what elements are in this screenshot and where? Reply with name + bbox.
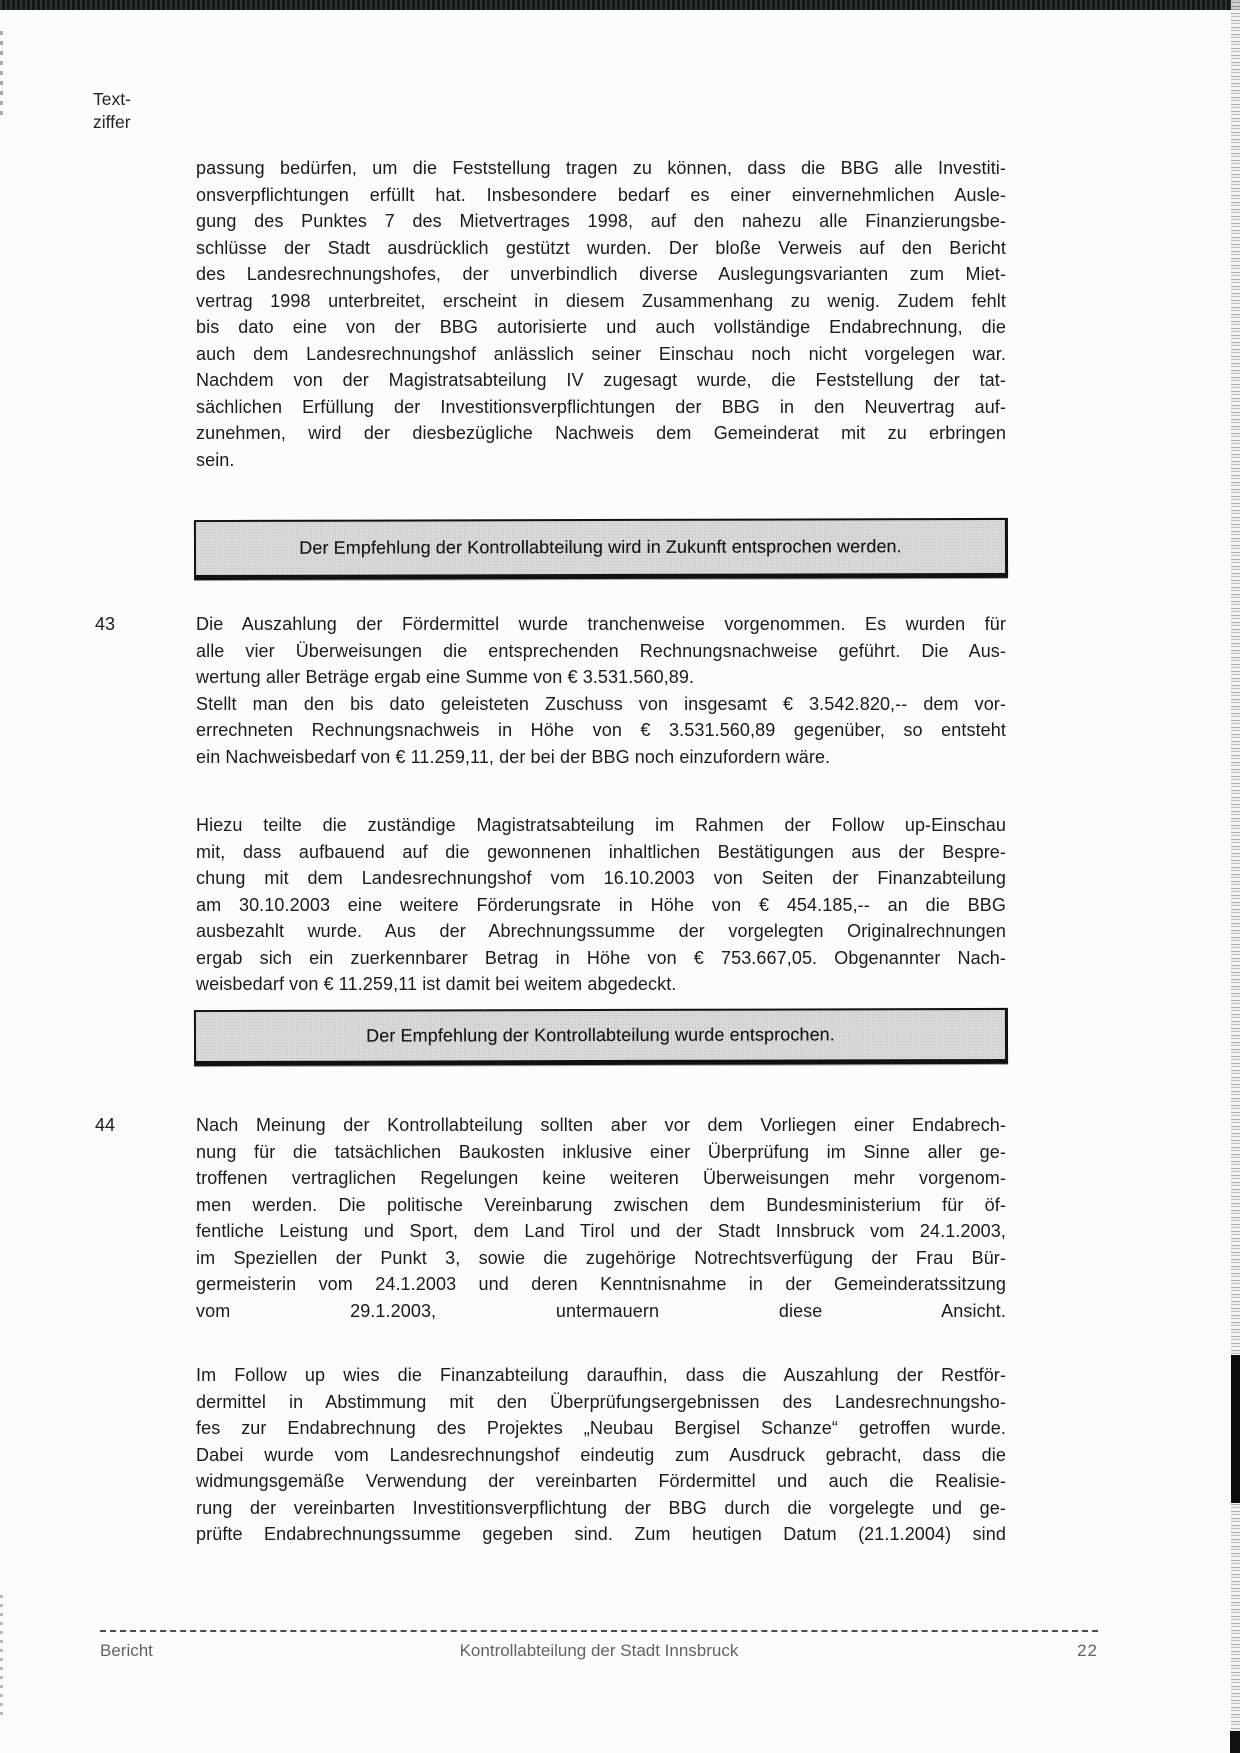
text-line: alle vier Überweisungen die entsprechenden Rechnungsnachweise geführt. Die Aus- (196, 640, 1006, 661)
text-line: sein. (196, 449, 235, 470)
text-line: widmungsgemäße Verwendung der vereinbarten Fördermittel und auch die Realisie- (196, 1471, 1006, 1491)
recommendation-text: Der Empfehlung der Kontrollabteilung wurde entsprochen. (366, 1024, 835, 1046)
scan-edge-black-mark (1231, 1355, 1240, 1503)
body-paragraph (196, 812, 1006, 998)
text-line: ergab sich ein zuerkennbarer Betrag in Höhe von € 753.667,05. Obgenannter Nach- (196, 947, 1006, 968)
text-line: auch dem Landesrechnungshof anlässlich seiner Einschau noch nicht vorgelegen war. (196, 343, 1006, 364)
text-line: rung der vereinbarten Investitionsverpflichtung der BBG durch die vorgelegte und ge- (196, 1497, 1006, 1518)
footer-report-label: Bericht (100, 1641, 153, 1660)
text-line: ausbezahlt wurde. Aus der Abrechnungssumme der vorgelegten Originalrechnungen (196, 921, 1006, 941)
recommendation-box (194, 1008, 1008, 1066)
text-line: vom 29.1.2003, untermauern diese Ansicht. (196, 1300, 1006, 1321)
text-line: men werden. Die politische Vereinbarung zwischen dem Bundesministerium für öf- (196, 1194, 1006, 1215)
text-line: vertrag 1998 unterbreitet, erscheint in diesem Zusammenhang zu wenig. Zudem fehlt (196, 290, 1006, 311)
text-line: am 30.10.2003 eine weitere Förderungsrate in Höhe von € 454.185,-- an die BBG (196, 894, 1006, 915)
text-line: dermittel in Abstimmung mit den Überprüfungsergebnissen des Landesrechnungsho- (196, 1391, 1006, 1412)
text-line: ein Nachweisbedarf von € 11.259,11, der bei der BBG noch einzufordern wäre. (196, 746, 831, 767)
text-line: errechneten Rechnungsnachweis in Höhe von € 3.531.560,89 gegenüber, so entsteht (196, 720, 1006, 740)
text-line: prüfte Endabrechnungssumme gegeben sind. Zum heutigen Datum (21.1.2004) sind (196, 1524, 1006, 1544)
footer-department-label: Kontrollabteilung der Stadt Innsbruck (459, 1641, 739, 1660)
scan-left-dashes-top (0, 25, 3, 115)
text-line: wertung aller Beträge ergab eine Summe von € 3.531.560,89. (196, 667, 695, 687)
textziffer-column-label (93, 88, 131, 134)
body-paragraph (196, 1112, 1006, 1324)
text-line: nung für die tatsächlichen Baukosten inklusive einer Überprüfung im Sinne aller ge- (196, 1141, 1006, 1162)
recommendation-box (194, 518, 1008, 580)
text-line: troffenen vertraglichen Regelungen keine weiteren Überweisungen mehr vorgenom- (196, 1168, 1006, 1188)
text-line: Nachdem von der Magistratsabteilung IV zugesagt wurde, die Feststellung der tat- (196, 370, 1006, 390)
text-column (196, 0, 1006, 1753)
text-line: mit, dass aufbauend auf die gewonnenen inhaltlichen Bestätigungen aus der Bespre- (196, 841, 1006, 862)
text-line: sächlichen Erfüllung der Investitionsverpflichtungen der BBG in den Neuvertrag auf- (196, 396, 1006, 417)
text-line: Die Auszahlung der Fördermittel wurde tranchenweise vorgenommen. Es wurden für (196, 614, 1006, 634)
text-line: bis dato eine von der BBG autorisierte und auch vollständige Endabrechnung, die (196, 317, 1006, 337)
text-line: Dabei wurde vom Landesrechnungshof eindeutig zum Ausdruck gebracht, dass die (196, 1444, 1006, 1465)
text-line: schlüsse der Stadt ausdrücklich gestützt wurden. Der bloße Verweis auf den Bericht (196, 237, 1006, 258)
text-line: onsverpflichtungen erfüllt hat. Insbesondere bedarf es einer einvernehmlichen Ausle- (196, 184, 1006, 205)
body-paragraph (196, 611, 1006, 770)
text-line: des Landesrechnungshofes, der unverbindlich diverse Auslegungsvarianten zum Miet- (196, 264, 1006, 284)
body-paragraph (196, 1362, 1006, 1548)
body-paragraph (196, 155, 1006, 473)
text-line: gung des Punktes 7 des Mietvertrages 1998, auf den nahezu alle Finanzierungsbe- (196, 211, 1006, 231)
page-footer (100, 1630, 1098, 1661)
scan-left-dashes-bottom (0, 1595, 3, 1715)
text-line: Nach Meinung der Kontrollabteilung sollten aber vor dem Vorliegen einer Endabrech- (196, 1115, 1006, 1135)
text-line: Hiezu teilte die zuständige Magistratsabteilung im Rahmen der Follow up-Einschau (196, 815, 1006, 835)
textziffer-number: 44 (95, 1115, 116, 1135)
textziffer-label-line1: Text- (93, 89, 131, 109)
scan-edge-bottom-mark (1230, 1731, 1240, 1753)
text-line: fes zur Endabrechnung des Projektes „Neubau Bergisel Schanze“ getroffen wurde. (196, 1418, 1006, 1438)
text-line: fentliche Leistung und Sport, dem Land Tirol und der Stadt Innsbruck vom 24.1.2003, (196, 1221, 1006, 1241)
textziffer-number: 43 (95, 614, 116, 634)
text-line: germeisterin vom 24.1.2003 und deren Kenntnisnahme in der Gemeinderatssitzung (196, 1274, 1006, 1294)
text-line: weisbedarf von € 11.259,11 ist damit bei weitem abgedeckt. (196, 974, 677, 994)
text-line: passung bedürfen, um die Feststellung tragen zu können, dass die BBG alle Investiti- (196, 158, 1006, 178)
footer-page-number: 22 (1077, 1641, 1098, 1660)
recommendation-text: Der Empfehlung der Kontrollabteilung wird in Zukunft entsprochen werden. (299, 536, 902, 558)
text-line: chung mit dem Landesrechnungshof vom 16.10.2003 von Seiten der Finanzabteilung (196, 868, 1006, 888)
textziffer-label-line2: ziffer (93, 112, 131, 132)
text-line: im Speziellen der Punkt 3, sowie die zugehörige Notrechtsverfügung der Frau Bür- (196, 1247, 1006, 1268)
text-line: Im Follow up wies die Finanzabteilung daraufhin, dass die Auszahlung der Restför- (196, 1365, 1006, 1385)
text-line: zunehmen, wird der diesbezügliche Nachweis dem Gemeinderat mit zu erbringen (196, 423, 1006, 443)
text-line: Stellt man den bis dato geleisteten Zuschuss von insgesamt € 3.542.820,-- dem vor- (196, 693, 1006, 714)
